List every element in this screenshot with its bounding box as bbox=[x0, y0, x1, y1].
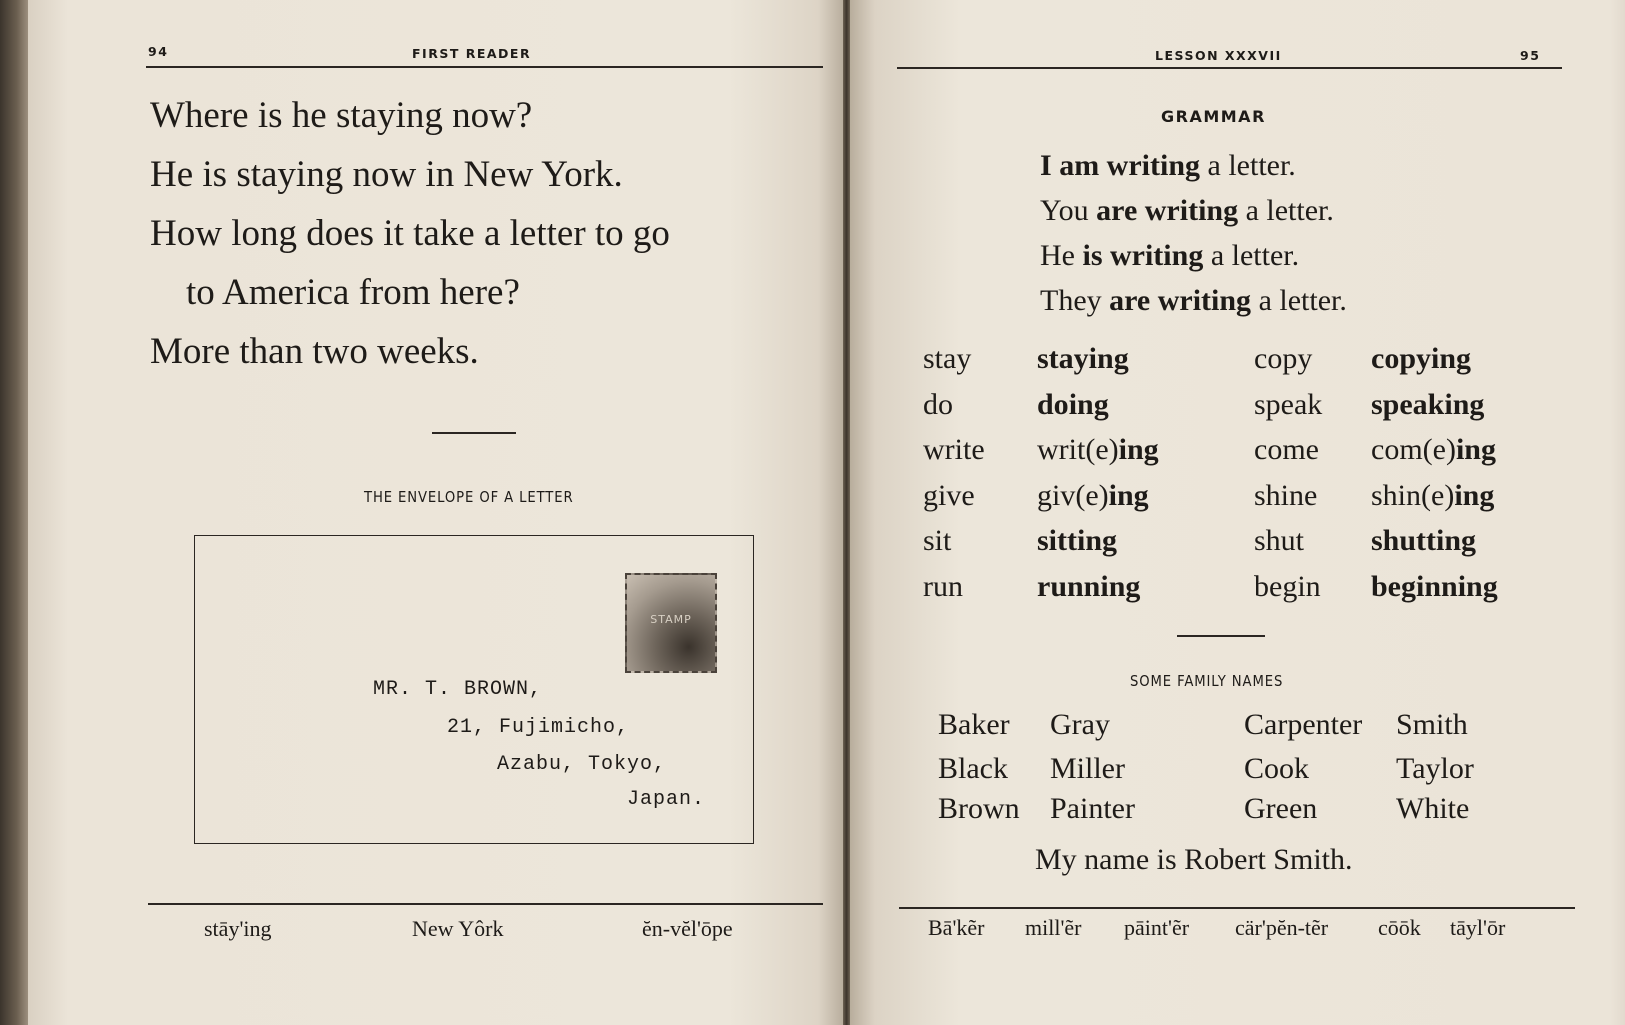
verb-ing-form: staying bbox=[1037, 342, 1129, 375]
grammar-heading: GRAMMAR bbox=[1161, 107, 1266, 126]
verb-ing-form: sitting bbox=[1037, 524, 1118, 557]
footer-rule-left bbox=[148, 903, 823, 905]
verb-base-form: shut bbox=[1254, 524, 1305, 557]
reading-line: Where is he staying now? bbox=[150, 95, 533, 136]
reading-text bbox=[150, 86, 670, 381]
grammar-line: He is writing a letter. bbox=[1040, 239, 1300, 272]
footer-rule-right bbox=[899, 907, 1575, 909]
reading-line: How long does it take a letter to go bbox=[150, 213, 670, 254]
page-number-left: 94 bbox=[148, 44, 169, 59]
stamp-label: STAMP bbox=[650, 613, 692, 626]
reading-line: He is staying now in New York. bbox=[150, 154, 623, 195]
family-name: Gray bbox=[1050, 708, 1110, 741]
verb-base-form: shine bbox=[1254, 478, 1318, 512]
pronunciation: cōōk bbox=[1378, 915, 1421, 940]
page-number-right: 95 bbox=[1520, 48, 1541, 63]
pronunciation: cär'pĕn-tẽr bbox=[1235, 915, 1329, 940]
verb-ing-form: writ(e)ing bbox=[1037, 433, 1159, 466]
envelope-heading: THE ENVELOPE OF A LETTER bbox=[364, 488, 574, 506]
verb-base-form: sit bbox=[923, 524, 952, 557]
family-name: Baker bbox=[938, 708, 1010, 741]
verb-ing-form: shin(e)ing bbox=[1371, 478, 1495, 512]
verb-base-form: give bbox=[923, 478, 975, 512]
verb-base-form: run bbox=[923, 569, 963, 603]
family-name: Taylor bbox=[1396, 752, 1474, 785]
verb-base-form: write bbox=[923, 433, 985, 466]
verb-ing-form: beginning bbox=[1371, 569, 1498, 603]
header-rule-right bbox=[897, 67, 1562, 69]
family-name: Cook bbox=[1244, 752, 1310, 785]
family-name: Black bbox=[938, 752, 1008, 785]
address-line: MR. T. BROWN, bbox=[373, 678, 543, 701]
address-line: 21, Fujimicho, bbox=[447, 716, 630, 739]
family-name: Carpenter bbox=[1244, 708, 1363, 741]
pronunciation: stāy'ing bbox=[204, 916, 272, 941]
verb-ing-form: copying bbox=[1371, 342, 1472, 375]
left-page bbox=[28, 0, 843, 1025]
verb-base-form: do bbox=[923, 387, 953, 421]
family-name: Painter bbox=[1050, 792, 1135, 825]
verb-ing-form: running bbox=[1037, 569, 1141, 603]
running-head-left: FIRST READER bbox=[412, 46, 532, 61]
book-gutter bbox=[843, 0, 850, 1025]
family-names-heading: SOME FAMILY NAMES bbox=[1130, 672, 1284, 690]
section-divider-right bbox=[1177, 635, 1265, 637]
right-page bbox=[850, 0, 1625, 1025]
address-line: Azabu, Tokyo, bbox=[497, 753, 667, 776]
pronunciation: Bā'kẽr bbox=[928, 915, 985, 940]
pronunciation: tāyl'ōr bbox=[1450, 915, 1506, 940]
pronunciation: ĕn-vĕl'ōpe bbox=[642, 916, 733, 941]
verb-ing-form: speaking bbox=[1371, 387, 1485, 421]
grammar-line: They are writing a letter. bbox=[1040, 284, 1347, 317]
envelope bbox=[194, 535, 754, 844]
section-divider-left bbox=[432, 432, 516, 434]
closing-sentence: My name is Robert Smith. bbox=[1035, 843, 1353, 876]
grammar-line: I am writing a letter. bbox=[1040, 149, 1296, 182]
verb-ing-form: shutting bbox=[1371, 524, 1477, 557]
verb-base-form: begin bbox=[1254, 569, 1321, 603]
family-name: Brown bbox=[938, 792, 1020, 825]
verb-base-form: stay bbox=[923, 342, 972, 375]
family-name: Miller bbox=[1050, 752, 1125, 785]
verb-ing-form: com(e)ing bbox=[1371, 433, 1496, 466]
reading-line: to America from here? bbox=[186, 272, 520, 313]
book-binding-edge bbox=[0, 0, 28, 1025]
verb-base-form: copy bbox=[1254, 342, 1313, 375]
verb-ing-form: doing bbox=[1037, 387, 1109, 421]
stamp bbox=[625, 573, 717, 673]
verb-base-form: come bbox=[1254, 433, 1319, 466]
header-rule-left bbox=[146, 66, 823, 68]
verb-base-form: speak bbox=[1254, 387, 1323, 421]
pronunciation: mill'ẽr bbox=[1025, 915, 1082, 940]
verb-ing-form: giv(e)ing bbox=[1037, 478, 1149, 512]
grammar-line: You are writing a letter. bbox=[1040, 194, 1334, 227]
running-head-right: LESSON XXXVII bbox=[1155, 48, 1282, 63]
pronunciation: New Yôrk bbox=[412, 916, 504, 941]
address-line: Japan. bbox=[627, 788, 706, 811]
pronunciation: pāint'ẽr bbox=[1124, 915, 1190, 940]
family-name: Smith bbox=[1396, 708, 1468, 741]
grammar-examples bbox=[1040, 143, 1347, 323]
family-name: White bbox=[1396, 792, 1470, 825]
family-name: Green bbox=[1244, 792, 1318, 825]
reading-line: More than two weeks. bbox=[150, 331, 479, 372]
